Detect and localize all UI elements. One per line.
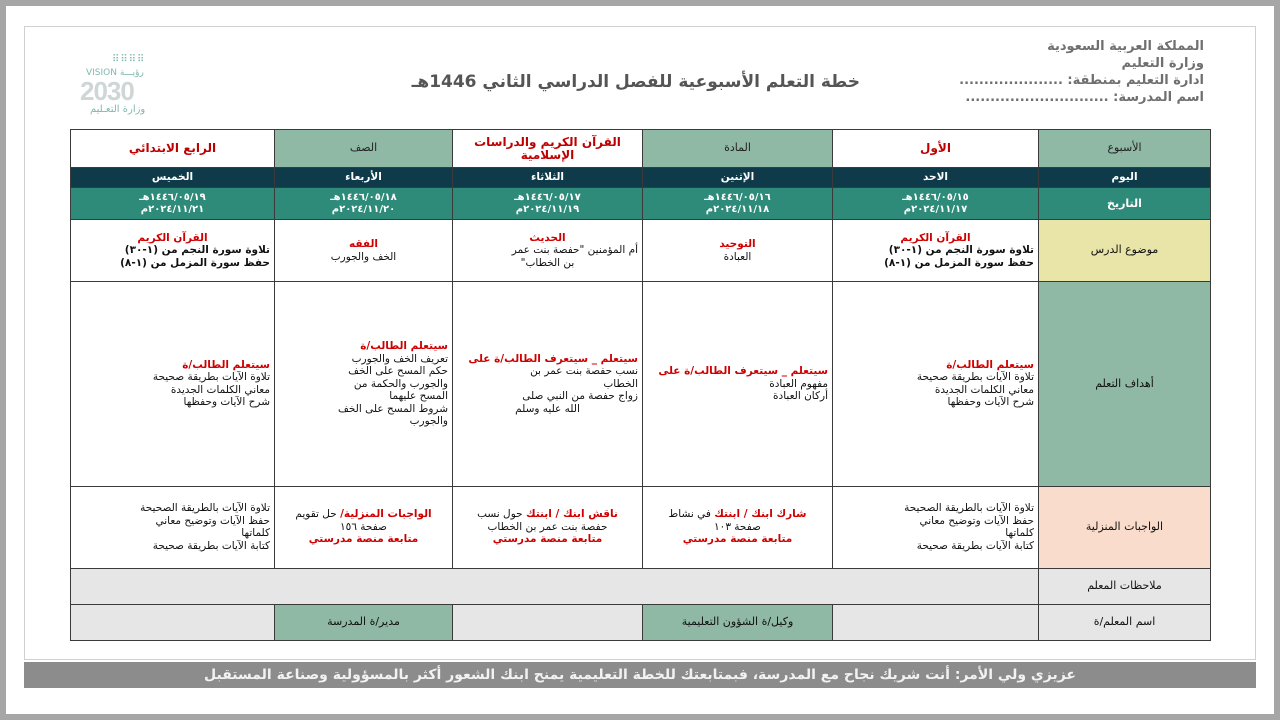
date-cell <box>453 188 643 220</box>
objective-line: تلاوة الآيات بطريقة صحيحة <box>152 371 270 384</box>
date-label: التاريخ <box>1039 188 1211 220</box>
topic-line: أم المؤمنين "حفصة بنت عمر <box>511 244 638 257</box>
date-cell <box>643 188 833 220</box>
subject-label: المادة <box>643 130 833 168</box>
topic-title: الفقه <box>348 238 379 251</box>
gregorian-date: ٢٠٢٤/١١/١٧م <box>903 203 968 215</box>
topic-line: تلاوة سورة النجم من (١-٣٠) <box>124 244 270 257</box>
objective-line: معاني الكلمات الجديدة <box>170 383 270 396</box>
day-name: الإثنين <box>643 168 833 188</box>
logo-ministry-text: وزارة التعـليم <box>90 104 146 115</box>
homework-followup: متابعة منصة مدرستي <box>308 533 419 546</box>
homework-line: حفظ الآيات وتوضيح معاني <box>155 514 270 527</box>
homework-title: شارك ابنك / ابنتك <box>714 508 807 521</box>
objectives-cell <box>833 282 1039 486</box>
region-field: ادارة التعليم بمنطقة: ..................... <box>959 73 1204 88</box>
topic-cell <box>453 220 643 282</box>
homework-line: حل تقويم <box>295 508 337 521</box>
homework-line: صفحة ١٠٣ <box>714 520 761 533</box>
objective-line: والجورب والحكمة من <box>353 377 448 390</box>
homework-cell <box>453 486 643 568</box>
topic-title: التوحيد <box>719 238 756 251</box>
homework-cell <box>833 486 1039 568</box>
objective-line: مفهوم العبادة <box>769 377 828 390</box>
hijri-date: ١٤٤٦/٠٥/١٨هـ <box>330 191 397 203</box>
header-info <box>904 38 1204 106</box>
gregorian-date: ٢٠٢٤/١١/١٩م <box>515 203 580 215</box>
topic-line: حفظ سورة المزمل من (١-٨) <box>884 256 1034 269</box>
homework-line: حفصة بنت عمر بن الخطاب <box>487 520 608 533</box>
date-cell <box>833 188 1039 220</box>
gregorian-date: ٢٠٢٤/١١/١٨م <box>705 203 770 215</box>
homework-line: حول نسب <box>477 508 523 521</box>
objective-line: شروط المسح على الخف <box>338 402 448 415</box>
topic-line: العبادة <box>723 250 752 263</box>
homework-cell <box>275 486 453 568</box>
notes-field[interactable] <box>71 568 1039 604</box>
day-name: الخميس <box>71 168 275 188</box>
weekly-plan-table <box>70 129 1211 641</box>
hijri-date: ١٤٤٦/٠٥/١٥هـ <box>902 191 969 203</box>
parent-message-banner: عزيزي ولي الأمر: أنت شريك نجاح مع المدرسة، فبمتابعتك للخطة التعليمية يمنح ابنك الشعور أكثر بالمسؤولية وصناعة المستقبل <box>24 662 1256 688</box>
homework-title: الواجبات المنزلية/ <box>340 508 432 521</box>
page-title: خطة التعلم الأسبوعية للفصل الدراسي الثاني 1446هـ <box>411 72 860 92</box>
kingdom-name: المملكة العربية السعودية <box>1047 39 1204 54</box>
objectives-title: سيتعلم الطالب/ة <box>946 358 1034 371</box>
principal-name-field[interactable] <box>71 604 275 640</box>
meta-row <box>71 130 1211 168</box>
school-field: اسم المدرسة: ............................. <box>965 90 1204 105</box>
teacher-label: اسم المعلم/ة <box>1039 604 1211 640</box>
topic-cell <box>833 220 1039 282</box>
deputy-name-field[interactable] <box>453 604 643 640</box>
objectives-title: سيتعلم الطالب/ة <box>182 358 270 371</box>
homework-line: كلماتها <box>241 527 270 540</box>
day-row <box>71 168 1211 188</box>
notes-label: ملاحظات المعلم <box>1039 568 1211 604</box>
homework-label: الواجبات المنزلية <box>1039 486 1211 568</box>
homework-title: ناقش ابنك / ابنتك <box>525 508 618 521</box>
homework-followup: متابعة منصة مدرستي <box>682 533 793 546</box>
week-label: الأسبوع <box>1039 130 1211 168</box>
objectives-cell <box>643 282 833 486</box>
objectives-title: سيتعلم الطالب/ة <box>360 340 448 353</box>
deputy-label: وكيل/ة الشؤون التعليمية <box>643 604 833 640</box>
objective-line: الخطاب <box>603 377 638 390</box>
topic-label: موضوع الدرس <box>1039 220 1211 282</box>
topic-cell <box>71 220 275 282</box>
teacher-name-field[interactable] <box>833 604 1039 640</box>
logo-year: 2030 <box>80 76 134 106</box>
class-label: الصف <box>275 130 453 168</box>
homework-line: حفظ الآيات وتوضيح معاني <box>919 514 1034 527</box>
objective-line: نسب حفصة بنت عمر بن <box>530 365 638 378</box>
notes-row <box>71 568 1211 604</box>
homework-line: صفحة ١٥٦ <box>340 520 387 533</box>
homework-line: تلاوة الآيات بالطريقة الصحيحة <box>140 502 270 515</box>
gregorian-date: ٢٠٢٤/١١/٢٠م <box>331 203 396 215</box>
date-cell <box>275 188 453 220</box>
objective-line: المسح عليهما <box>389 390 448 403</box>
homework-line: تلاوة الآيات بالطريقة الصحيحة <box>904 502 1034 515</box>
class-value: الرابع الابتدائي <box>71 130 275 168</box>
objective-line: تلاوة الآيات بطريقة صحيحة <box>916 371 1034 384</box>
objectives-label: أهداف التعلم <box>1039 282 1211 486</box>
objective-line: حكم المسح على الخف <box>348 365 448 378</box>
objective-line: شرح الآيات وحفظها <box>183 396 270 409</box>
date-cell <box>71 188 275 220</box>
signature-row <box>71 604 1211 640</box>
objectives-title: سيتعلم _ سيتعرف الطالب/ة على <box>658 365 828 378</box>
subject-value: القرآن الكريم والدراسات الإسلامية <box>453 130 643 168</box>
homework-line: كتابة الآيات بطريقة صحيحة <box>152 539 270 552</box>
objectives-cell <box>71 282 275 486</box>
logo-dots-icon: ⠿⠿⠿⠿ <box>112 54 146 65</box>
homework-line: كتابة الآيات بطريقة صحيحة <box>916 539 1034 552</box>
topic-title: القرآن الكريم <box>137 231 208 244</box>
day-name: الاحد <box>833 168 1039 188</box>
homework-line: كلماتها <box>1005 527 1034 540</box>
objective-line: والجورب <box>409 415 448 428</box>
ministry-name: وزارة التعليم <box>1121 56 1204 71</box>
date-row <box>71 188 1211 220</box>
topic-row <box>71 220 1211 282</box>
objectives-row <box>71 282 1211 486</box>
hijri-date: ١٤٤٦/٠٥/١٧هـ <box>514 191 581 203</box>
vision-2030-logo <box>80 54 200 122</box>
topic-cell <box>275 220 453 282</box>
objective-line: أركان العبادة <box>773 390 828 403</box>
objectives-title: سيتعلم _ سيتعرف الطالب/ة على <box>468 352 638 365</box>
objective-line: شرح الآيات وحفظها <box>947 396 1034 409</box>
objective-line: تعريف الخف والجورب <box>351 352 448 365</box>
homework-row <box>71 486 1211 568</box>
gregorian-date: ٢٠٢٤/١١/٢١م <box>140 203 205 215</box>
hijri-date: ١٤٤٦/٠٥/١٦هـ <box>704 191 771 203</box>
hijri-date: ١٤٤٦/٠٥/١٩هـ <box>139 191 206 203</box>
day-name: الثلاثاء <box>453 168 643 188</box>
topic-title: الحديث <box>529 231 566 244</box>
homework-cell <box>643 486 833 568</box>
objective-line: زواج حفصة من النبي صلى <box>522 390 638 403</box>
objective-line: الله عليه وسلم <box>515 402 580 415</box>
topic-cell <box>643 220 833 282</box>
principal-label: مدير/ة المدرسة <box>275 604 453 640</box>
objectives-cell <box>453 282 643 486</box>
logo-vision-text: VISION رؤيـــة <box>86 68 144 78</box>
homework-followup: متابعة منصة مدرستي <box>492 533 603 546</box>
topic-line: الخف والجورب <box>330 250 397 263</box>
objectives-cell <box>275 282 453 486</box>
week-value: الأول <box>833 130 1039 168</box>
day-name: الأربعاء <box>275 168 453 188</box>
homework-line: في نشاط <box>668 508 711 521</box>
homework-cell <box>71 486 275 568</box>
day-label: اليوم <box>1039 168 1211 188</box>
topic-line: بن الخطاب" <box>520 256 575 269</box>
topic-title: القرآن الكريم <box>900 231 971 244</box>
topic-line: حفظ سورة المزمل من (١-٨) <box>120 256 270 269</box>
objective-line: معاني الكلمات الجديدة <box>934 383 1034 396</box>
topic-line: تلاوة سورة النجم من (١-٣٠) <box>888 244 1034 257</box>
